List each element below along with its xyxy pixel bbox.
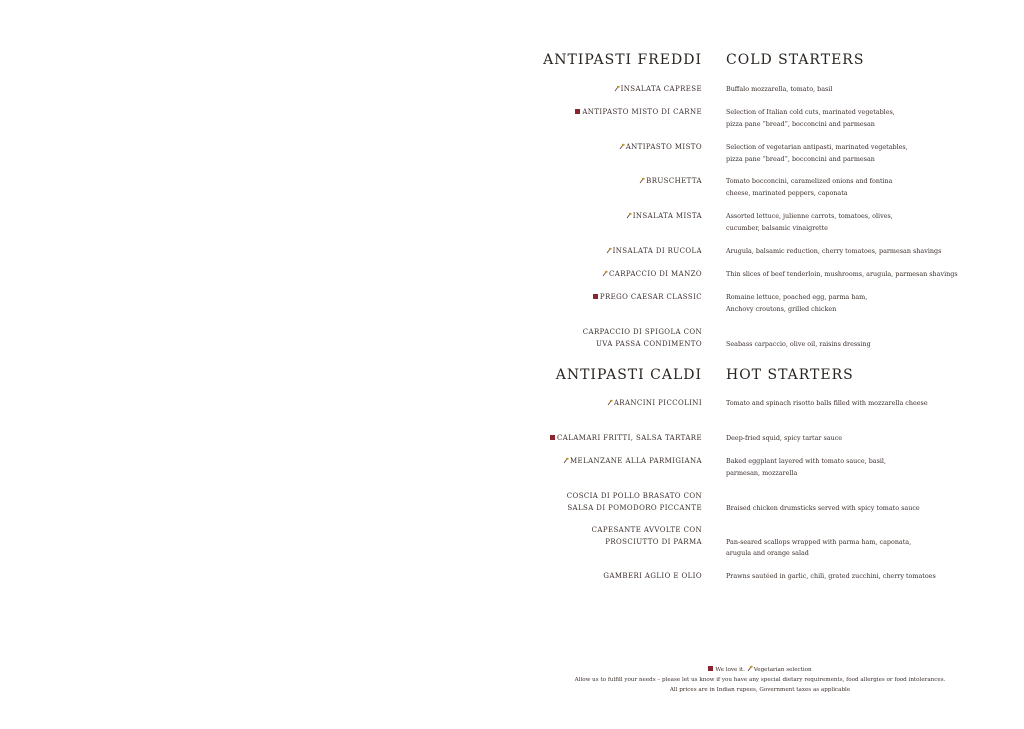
item-name: COSCIA DI POLLO BRASATO CON SALSA DI POMODORO PICCANTE (566, 492, 702, 512)
vegetarian-icon (607, 399, 613, 406)
item-name: CAPESANTE AVVOLTE CON PROSCIUTTO DI PARMA (591, 526, 702, 546)
item-name: ANTIPASTO MISTO (402, 142, 702, 154)
item-description: Tomato and spinach risotto balls filled with mozzarella cheese (726, 399, 928, 407)
menu-footer (560, 665, 960, 695)
item-description: Selection of vegetarian antipasti, marinated vegetables, pizza pane “bread”, bocconcini and parmesan (726, 143, 908, 163)
vegetarian-icon (619, 143, 625, 150)
item-name: PREGO CAESAR CLASSIC (402, 292, 702, 304)
item-description: Prawns sautéed in garlic, chili, grated zucchini, cherry tomatoes (726, 572, 936, 580)
item-name: GAMBERI AGLIO E OLIO (603, 572, 702, 580)
item-description: Pan-seared scallops wrapped with parma ham, caponata, arugula and orange salad (726, 537, 912, 557)
item-name: BRUSCHETTA (402, 176, 702, 188)
vegetarian-icon (606, 247, 612, 254)
price-note: All prices are in Indian rupees, Government taxes as applicable (669, 687, 851, 693)
item-description: Thin slices of beef tenderloin, mushrooms, arugula, parmesan shavings (726, 270, 958, 278)
love-icon (575, 109, 580, 114)
section-title-hot-starters: HOT STARTERS (726, 367, 854, 383)
item-description: Deep-fried squid, spicy tartar sauce (726, 434, 843, 442)
item-name: ARANCINI PICCOLINI (402, 398, 702, 410)
item-description: Braised chicken drumsticks served with spicy tomato sauce (726, 503, 920, 512)
love-icon (708, 666, 713, 671)
vegetarian-icon (563, 457, 569, 464)
item-name: INSALATA DI RUCOLA (402, 246, 702, 258)
vegetarian-icon (747, 665, 753, 672)
item-description: Tomato bocconcini, caramelized onions and fontina cheese, marinated peppers, caponata (726, 177, 893, 197)
item-description: Selection of Italian cold cuts, marinated vegetables, pizza pane “bread”, bocconcini and parmesan (726, 108, 895, 128)
item-description: Buffalo mozzarella, tomato, basil (726, 85, 833, 93)
item-description: Arugula, balsamic reduction, cherry tomatoes, parmesan shavings (726, 247, 942, 255)
item-name: CARPACCIO DI MANZO (402, 269, 702, 281)
vegetarian-icon (639, 177, 645, 184)
vegetarian-icon (614, 85, 620, 92)
item-name: MELANZANE ALLA PARMIGIANA (402, 456, 702, 468)
love-icon (550, 435, 555, 440)
dietary-note: Allow us to fulfill your needs – please let us know if you have any special dietary requirements, food allergies or food intolerances. (574, 677, 946, 683)
item-name: ANTIPASTO MISTO DI CARNE (402, 107, 702, 119)
item-name: CALAMARI FRITTI, SALSA TARTARE (402, 433, 702, 445)
item-description: Baked eggplant layered with tomato sauce, basil, parmesan, mozzarella (726, 457, 887, 477)
item-name: INSALATA MISTA (402, 211, 702, 223)
love-icon (593, 294, 598, 299)
item-description: Romaine lettuce, poached egg, parma ham, Anchovy croutons, grilled chicken (726, 293, 868, 313)
item-description: Seabass carpaccio, olive oil, raisins dressing (726, 339, 871, 348)
vegetarian-icon (626, 212, 632, 219)
section-title-cold-starters: COLD STARTERS (726, 52, 865, 68)
item-description: Assorted lettuce, julienne carrots, tomatoes, olives, cucumber, balsamic vinaigrette (726, 212, 893, 232)
section-title-antipasti-freddi: ANTIPASTI FREDDI (543, 52, 702, 68)
vegetarian-icon (602, 270, 608, 277)
section-title-antipasti-caldi: ANTIPASTI CALDI (555, 367, 702, 383)
legend-line: We love it. Vegetarian selection (560, 665, 960, 675)
item-name: CARPACCIO DI SPIGOLA CON UVA PASSA CONDIMENTO (582, 328, 702, 348)
item-name: INSALATA CAPRESE (402, 84, 702, 96)
